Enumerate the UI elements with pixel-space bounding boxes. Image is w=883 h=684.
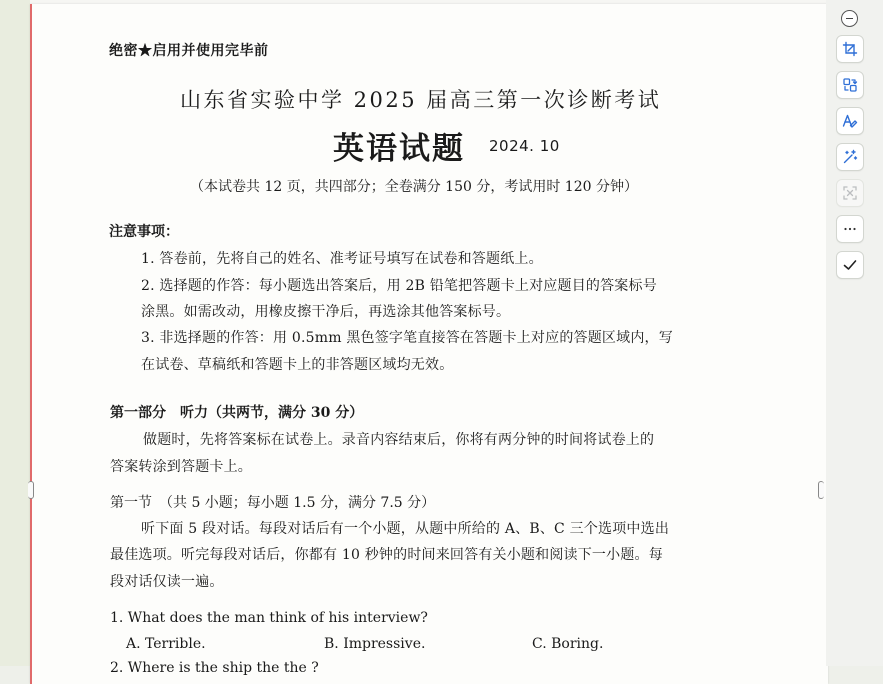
exam-title: 山东省实验中学 2025 届高三第一次诊断考试 — [180, 88, 662, 112]
more-icon — [842, 221, 858, 237]
notice-item-2: 2. 选择题的作答：每小题选出答案后，用 2B 铅笔把答题卡上对应题目的答案标号 — [141, 278, 657, 294]
section1-heading: 第一节 （共 5 小题；每小题 1.5 分，满分 7.5 分） — [110, 495, 436, 511]
section1-intro-line3: 段对话仅读一遍。 — [110, 574, 224, 590]
part1-intro-line2: 答案转涂到答题卡上。 — [110, 459, 252, 475]
exam-date: 2024. 10 — [489, 137, 560, 155]
screenshot-button[interactable] — [836, 179, 864, 207]
notice-item-3-cont: 在试卷、草稿纸和答题卡上的非答题区域均无效。 — [141, 357, 454, 373]
part1-heading: 第一部分 听力（共两节，满分 30 分） — [110, 405, 364, 421]
question-1-option-b: B. Impressive. — [324, 636, 426, 652]
screenshot-icon — [842, 185, 858, 201]
exam-meta: （本试卷共 12 页，共四部分；全卷满分 150 分，考试用时 120 分钟） — [190, 179, 638, 195]
question-1-option-a: A. Terrible. — [126, 636, 206, 652]
text-style-button[interactable] — [836, 107, 864, 135]
part1-intro-line1: 做题时，先将答案标在试卷上。录音内容结束后，你将有两分钟的时间将试卷上的 — [143, 432, 655, 448]
notice-item-2-cont: 涂黑。如需改动，用橡皮擦干净后，再选涂其他答案标号。 — [141, 304, 511, 320]
right-toolbar-panel — [826, 0, 883, 666]
replace-icon — [842, 77, 858, 93]
section1-intro-line1: 听下面 5 段对话。每段对话后有一个小题，从题中所给的 A、B、C 三个选项中选出 — [141, 521, 670, 537]
question-2-partial: 2. Where is the ship the the ? — [110, 660, 319, 676]
collapse-toolbar-button[interactable] — [841, 10, 858, 27]
notice-heading: 注意事项： — [109, 224, 179, 240]
replace-button[interactable] — [836, 71, 864, 99]
confidential-label: 绝密★启用并使用完毕前 — [109, 43, 269, 59]
magic-wand-icon — [842, 149, 858, 165]
crop-button[interactable] — [836, 35, 864, 63]
confirm-button[interactable] — [836, 251, 864, 279]
magic-wand-button[interactable] — [836, 143, 864, 171]
minus-icon — [846, 18, 853, 19]
crop-icon — [842, 41, 858, 57]
checkmark-icon — [842, 257, 858, 273]
text-style-icon — [842, 113, 858, 129]
left-resize-handle[interactable] — [28, 481, 34, 499]
left-panel-strip — [0, 0, 30, 666]
more-button[interactable] — [836, 215, 864, 243]
right-resize-handle[interactable] — [818, 481, 824, 499]
notice-item-3: 3. 非选择题的作答：用 0.5mm 黑色签字笔直接答在答题卡上对应的答题区域内，写 — [141, 330, 673, 346]
exam-subject: 英语试题 — [333, 131, 465, 167]
section1-intro-line2: 最佳选项。听完每段对话后，你都有 10 秒钟的时间来回答有关小题和阅读下一小题。每 — [110, 547, 663, 563]
question-1: 1. What does the man think of his interview? — [110, 610, 428, 626]
notice-item-1: 1. 答卷前，先将自己的姓名、准考证号填写在试卷和答题纸上。 — [141, 251, 543, 267]
question-1-option-c: C. Boring. — [532, 636, 604, 652]
